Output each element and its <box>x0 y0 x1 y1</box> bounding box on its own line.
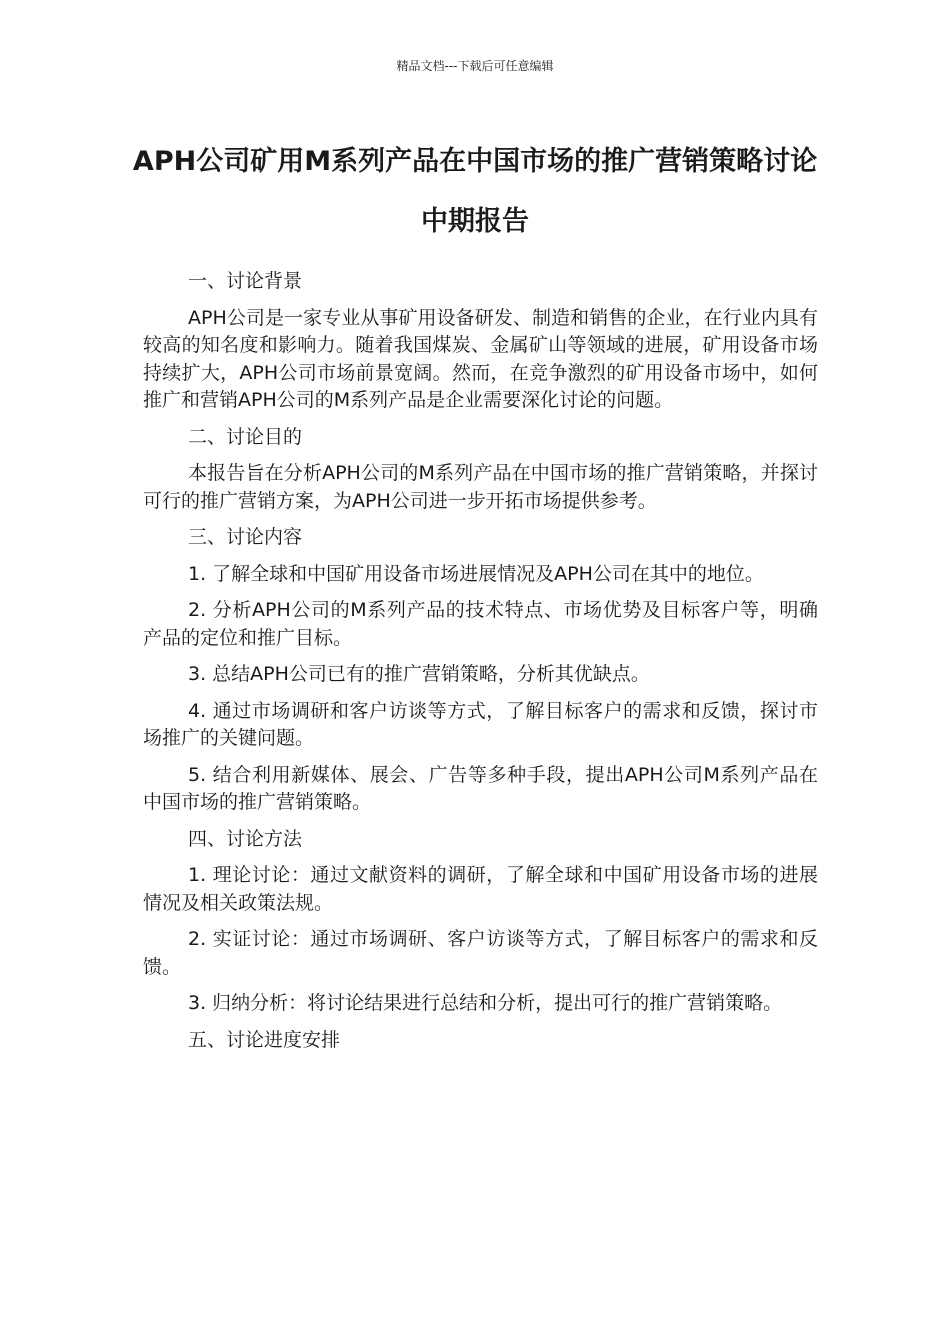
content-item-2: 2. 分析APH公司的M系列产品的技术特点、市场优势及目标客户等，明确产品的定位和推广目标。 <box>143 599 818 649</box>
document-body <box>143 268 818 1063</box>
content-item-1: 1. 了解全球和中国矿用设备市场进展情况及APH公司在其中的地位。 <box>188 562 764 585</box>
document-title: APH公司矿用M系列产品在中国市场的推广营销策略讨论中期报告 <box>132 146 818 237</box>
section-heading-purpose: 二、讨论目的 <box>188 425 303 448</box>
section-heading-content: 三、讨论内容 <box>188 526 303 548</box>
method-item-2: 2. 实证讨论：通过市场调研、客户访谈等方式，了解目标客户的需求和反馈。 <box>143 928 818 978</box>
content-item-3: 3. 总结APH公司已有的推广营销策略，分析其优缺点。 <box>188 663 650 685</box>
paragraph-purpose: 本报告旨在分析APH公司的M系列产品在中国市场的推广营销策略，并探讨可行的推广营销方案，为APH公司进一步开拓市场提供参考。 <box>143 462 818 512</box>
section-heading-schedule: 五、讨论进度安排 <box>188 1028 341 1051</box>
content-item-5: 5. 结合利用新媒体、展会、广告等多种手段，提出APH公司M系列产品在中国市场的推广营销策略。 <box>143 763 818 813</box>
method-item-3: 3. 归纳分析：将讨论结果进行总结和分析，提出可行的推广营销策略。 <box>188 992 783 1014</box>
section-heading-background: 一、讨论背景 <box>188 270 303 292</box>
section-heading-methods: 四、讨论方法 <box>188 827 303 850</box>
page-header: 精品文档---下载后可任意编辑 <box>396 59 554 73</box>
content-item-4: 4. 通过市场调研和客户访谈等方式，了解目标客户的需求和反馈，探讨市场推广的关键问题。 <box>143 699 818 749</box>
method-item-1: 1. 理论讨论：通过文献资料的调研，了解全球和中国矿用设备市场的进展情况及相关政策法规。 <box>143 864 818 914</box>
paragraph-background: APH公司是一家专业从事矿用设备研发、制造和销售的企业，在行业内具有较高的知名度和影响力。随着我国煤炭、金属矿山等领域的进展，矿用设备市场持续扩大，APH公司市场前景宽阔。然而，在竞争激烈的矿用设备市场中，如何推广和营销APH公司的M系列产品是企业需要深化讨论的问题。 <box>143 306 818 411</box>
